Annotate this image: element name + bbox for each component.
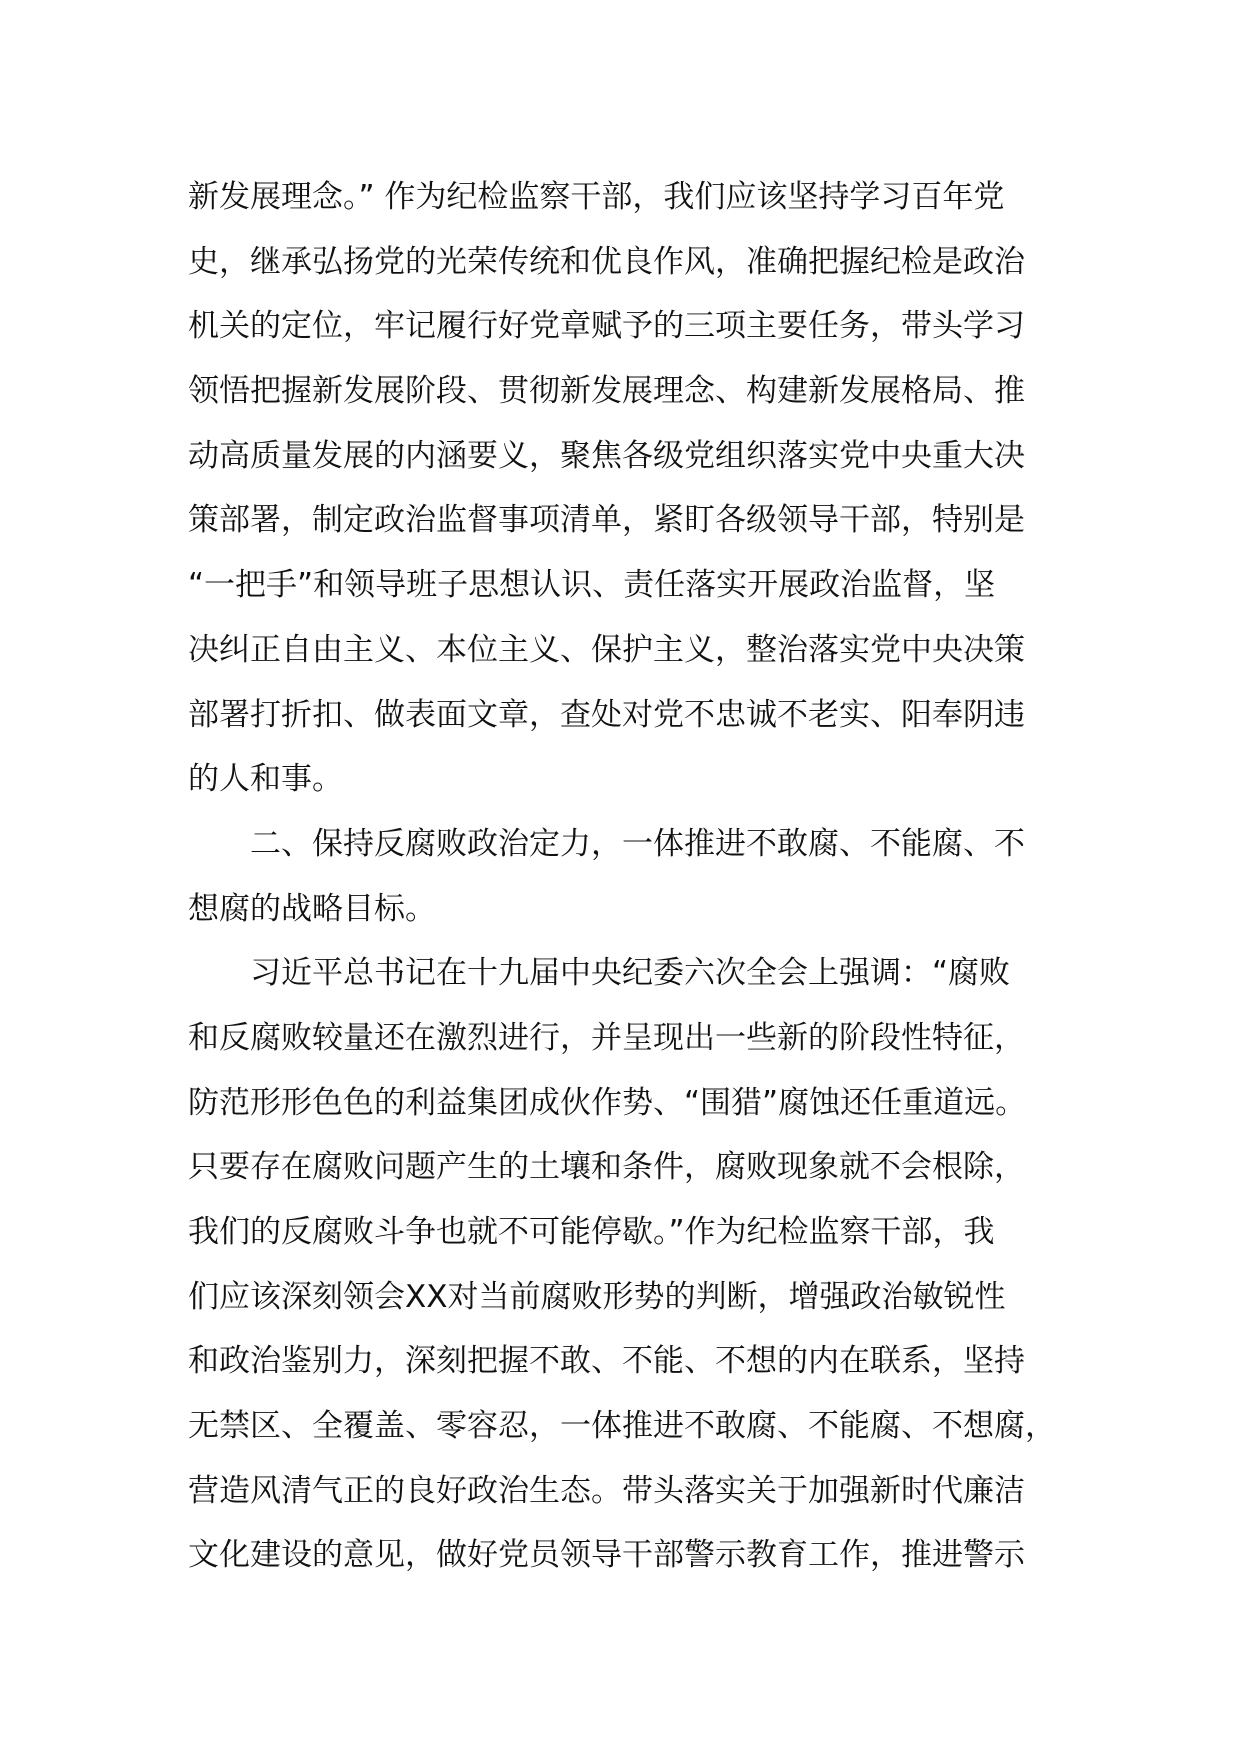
text-line: 和政治鉴别力，深刻把握不敢、不能、不想的内在联系，坚持 (188, 1343, 1025, 1380)
text-line: 决纠正自由主义、本位主义、保护主义，整治落实党中央决策 (188, 631, 1025, 668)
text-line: 我们的反腐败斗争也就不可能停歇。”作为纪检监察干部，我 (188, 1214, 995, 1250)
text-line: 领悟把握新发展阶段、贯彻新发展理念、构建新发展格局、推 (188, 373, 1025, 410)
text-line: 和反腐败较量还在激烈进行，并呈现出一些新的阶段性特征， (188, 1019, 1025, 1056)
paragraph-start: 习近平总书记在十九届中央纪委六次全会上强调：“腐败 (250, 955, 1011, 992)
text-line: 只要存在腐败问题产生的土壤和条件，腐败现象就不会根除， (188, 1149, 1025, 1186)
text-line: 史，继承弘扬党的光荣传统和优良作风，准确把握纪检是政治 (188, 243, 1025, 280)
section-heading-continued: 想腐的战略目标。 (188, 890, 436, 927)
text-line: 机关的定位，牢记履行好党章赋予的三项主要任务，带头学习 (188, 308, 1025, 345)
text-line: 的人和事。 (188, 761, 343, 798)
text-line: 无禁区、全覆盖、零容忍，一体推进不敢腐、不能腐、不想腐， (188, 1408, 1056, 1445)
text-line: 新发展理念。” 作为纪检监察干部，我们应该坚持学习百年党 (188, 179, 1005, 215)
section-heading: 二、保持反腐败政治定力，一体推进不敢腐、不能腐、不 (250, 825, 1025, 862)
text-line: 文化建设的意见，做好党员领导干部警示教育工作，推进警示 (188, 1537, 1025, 1574)
text-line: 防范形形色色的利益集团成伙作势、“围猎”腐蚀还任重道远。 (188, 1084, 1027, 1121)
text-line: 们应该深刻领会XX对当前腐败形势的判断，增强政治敏锐性 (188, 1278, 1006, 1315)
text-line: 营造风清气正的良好政治生态。带头落实关于加强新时代廉洁 (188, 1472, 1025, 1509)
text-line: 部署打折扣、做表面文章，查处对党不忠诚不老实、阳奉阴违 (188, 696, 1025, 733)
text-line: “一把手”和领导班子思想认识、责任落实开展政治监督，坚 (188, 567, 996, 604)
text-line: 策部署，制定政治监督事项清单，紧盯各级领导干部，特别是 (188, 502, 1025, 539)
body-text (188, 165, 1068, 1588)
text-line: 动高质量发展的内涵要义，聚焦各级党组织落实党中央重大决 (188, 437, 1025, 474)
